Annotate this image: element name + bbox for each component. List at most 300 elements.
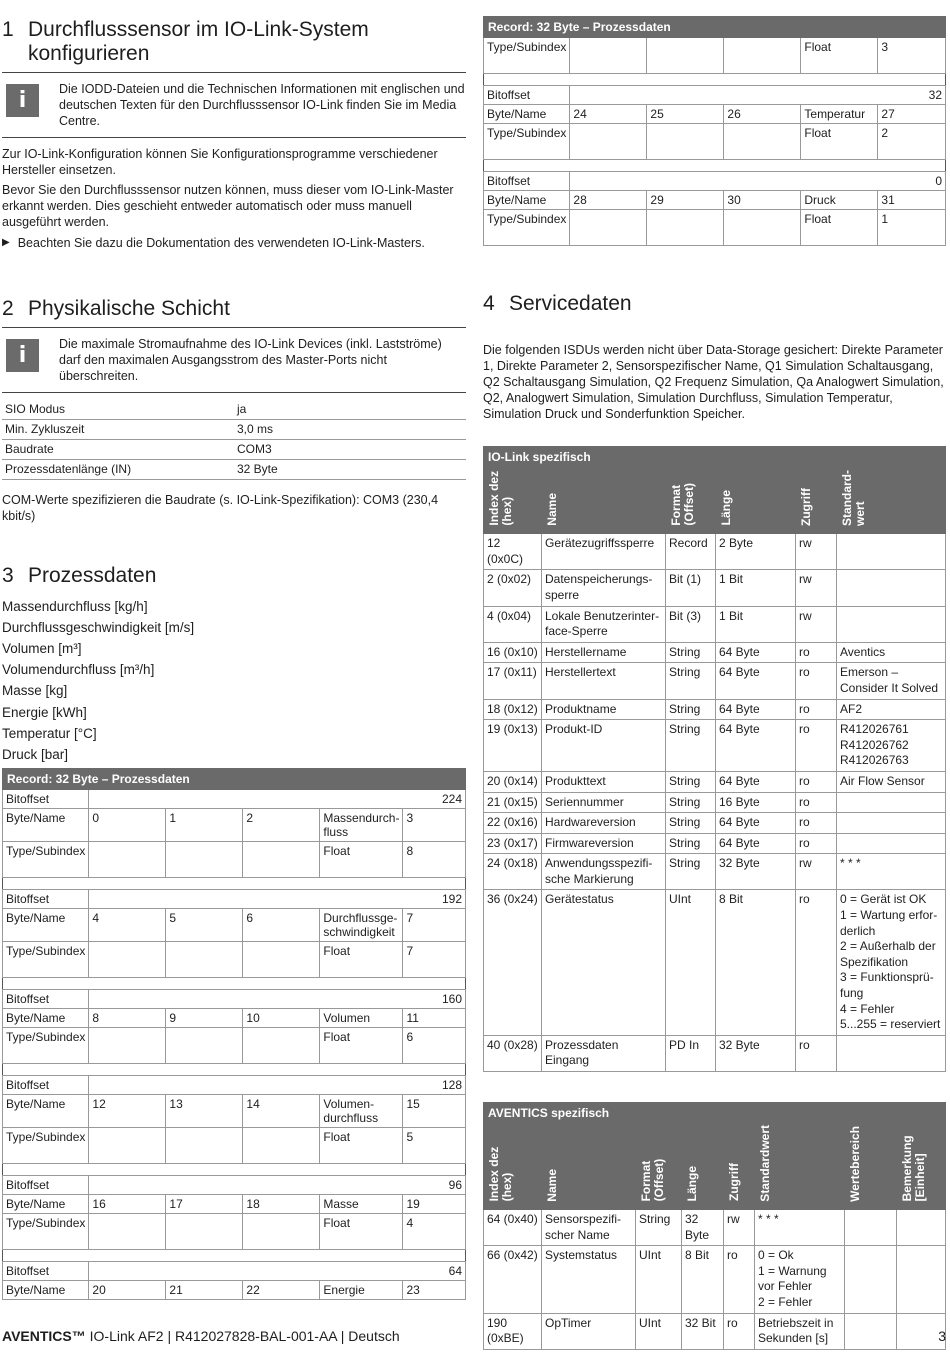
byte-cell: 9 <box>166 1009 243 1028</box>
table-cell: ro <box>796 833 837 854</box>
table-cell: String <box>666 720 716 772</box>
table-cell: R412026761 R412026762 R412026763 <box>837 720 946 772</box>
byte-cell: 4 <box>89 909 166 942</box>
table-cell: Produkttext <box>542 771 666 792</box>
spacer-row <box>3 978 466 990</box>
type-value: Float <box>801 210 878 246</box>
spacer-row <box>484 160 946 172</box>
column-header-row <box>484 1125 946 1209</box>
subindex-value: 7 <box>403 942 466 978</box>
table-cell: 32 Byte <box>716 1035 796 1071</box>
byte-row <box>3 1095 466 1128</box>
subindex-value: 6 <box>403 1028 466 1064</box>
table-cell: * * * <box>837 854 946 890</box>
table-row <box>484 1246 946 1313</box>
list-item: Volumen [m³] <box>2 640 82 656</box>
byte-row <box>484 105 946 124</box>
table-cell: String <box>666 833 716 854</box>
bitoffset-label: Bitoffset <box>3 990 89 1009</box>
table-cell: 2 Byte <box>716 534 796 570</box>
section-2-heading <box>2 297 466 328</box>
section-title: Prozessdaten <box>28 563 157 587</box>
byte-cell: 6 <box>243 909 320 942</box>
table-cell: ro <box>796 771 837 792</box>
byte-cell: 26 <box>724 105 801 124</box>
type-label: Type/Subindex <box>484 210 570 246</box>
table-cell <box>837 1035 946 1071</box>
bitoffset-row <box>3 1076 466 1095</box>
table-cell <box>897 1246 946 1313</box>
table-cell: 18 (0x12) <box>484 699 542 720</box>
table-cell <box>837 833 946 854</box>
kv-row <box>2 439 466 459</box>
record-table-right <box>483 16 946 246</box>
table-cell: PD In <box>666 1035 716 1071</box>
empty-cell <box>89 1128 166 1164</box>
type-row <box>484 210 946 246</box>
spacer-cell <box>484 160 946 172</box>
table-cell: ro <box>796 1035 837 1071</box>
table-cell: 64 Byte <box>716 720 796 772</box>
table-cell: 24 (0x18) <box>484 854 542 890</box>
byte-cell: Durchflussgeschwindigkeit <box>320 909 403 942</box>
empty-cell <box>166 1128 243 1164</box>
type-label: Type/Subindex <box>3 1128 89 1164</box>
table-cell: ro <box>796 699 837 720</box>
section-number: 1 <box>2 18 14 41</box>
column-header-cell <box>542 1125 636 1209</box>
bitoffset-value: 0 <box>570 172 946 191</box>
paragraph: COM-Werte spezifizieren die Baudrate (s. IO-Link-Spezifikation): COM3 (230,4 kbit/s) <box>2 492 439 523</box>
table-cell: UInt <box>636 1246 682 1313</box>
info-icon: i <box>6 339 39 372</box>
spacer-cell <box>3 1064 466 1076</box>
byte-cell: 18 <box>243 1195 320 1214</box>
spacer-cell <box>484 74 946 86</box>
subindex-value: 5 <box>403 1128 466 1164</box>
table-cell: Herstellername <box>542 642 666 663</box>
table-row <box>484 663 946 699</box>
byte-label: Byte/Name <box>3 1009 89 1028</box>
spacer-row <box>3 878 466 890</box>
table-cell: 0 = Gerät ist OK 1 = Wartung erforderlich 2 = Außerhalb der Spezifikation 3 = Funktionsprüfung 4 = Fehler 5...255 = reserviert <box>837 890 946 1035</box>
empty-cell <box>647 210 724 246</box>
byte-cell: 24 <box>570 105 647 124</box>
table-cell: Air Flow Sensor <box>837 771 946 792</box>
empty-cell <box>243 1214 320 1250</box>
byte-cell: 13 <box>166 1095 243 1128</box>
column-header-cell <box>636 1125 682 1209</box>
empty-cell <box>166 1028 243 1064</box>
table-cell: ro <box>724 1313 755 1349</box>
section-title: Servicedaten <box>509 292 632 315</box>
table-row <box>484 890 946 1035</box>
table-cell: 190 (0xBE) <box>484 1313 542 1349</box>
column-header-cell <box>484 1125 542 1209</box>
column-header-cell <box>755 1125 845 1209</box>
table-cell: rw <box>796 534 837 570</box>
section-title: Physikalische Schicht <box>28 297 230 320</box>
bitoffset-row <box>3 790 466 809</box>
table-cell: 64 Byte <box>716 663 796 699</box>
section-3-heading <box>2 564 466 588</box>
table-cell: OpTimer <box>542 1313 636 1349</box>
bitoffset-row <box>484 86 946 105</box>
kv-key: Min. Zykluszeit <box>2 419 234 439</box>
byte-row <box>3 809 466 842</box>
byte-cell: 5 <box>166 909 243 942</box>
bitoffset-label: Bitoffset <box>3 890 89 909</box>
page-footer <box>2 1328 946 1344</box>
triangle-bullet-icon: ▶ <box>2 237 10 248</box>
table-row <box>484 570 946 606</box>
byte-label: Byte/Name <box>3 1095 89 1128</box>
table-cell <box>837 813 946 834</box>
table-cell: 64 (0x40) <box>484 1210 542 1246</box>
column-header-cell <box>837 469 946 534</box>
table-row <box>484 833 946 854</box>
bitoffset-label: Bitoffset <box>3 1076 89 1095</box>
table-cell <box>897 1210 946 1246</box>
type-row <box>484 124 946 160</box>
kv-key: SIO Modus <box>2 399 234 419</box>
table-row <box>484 792 946 813</box>
table-cell: Bit (3) <box>666 606 716 642</box>
table-cell: 64 Byte <box>716 833 796 854</box>
paragraph: Die folgenden ISDUs werden nicht über Data-Storage gesichert: Direkte Parameter 1, Direkte Parameter 2, Sensorspezifischer Name, Q1 Simulation Schaltausgang, Q2 Schaltausgang Simulation, Q2 Frequenz Simulation, Qa Analogwert Simulation, Q2, Analogwert Simulation, Simulation Durchfluss, Simulation Temperatur, Simulation Druck und Sonderfunktion Speicher. <box>483 343 944 421</box>
table-cell: 32 Bit <box>682 1313 724 1349</box>
column-header: Standardwert <box>758 1124 772 1202</box>
byte-cell: 3 <box>403 809 466 842</box>
table-cell: 12 (0x0C) <box>484 534 542 570</box>
kv-key: Baudrate <box>2 439 234 459</box>
table-cell: 4 (0x04) <box>484 606 542 642</box>
bitoffset-label: Bitoffset <box>3 1176 89 1195</box>
table-cell: 64 Byte <box>716 642 796 663</box>
empty-cell <box>89 842 166 878</box>
subindex-value: 1 <box>878 210 946 246</box>
table-cell: Seriennummer <box>542 792 666 813</box>
spacer-row <box>3 1164 466 1176</box>
table-cell: 64 Byte <box>716 813 796 834</box>
bitoffset-row <box>3 1262 466 1281</box>
empty-cell <box>243 842 320 878</box>
byte-cell: 11 <box>403 1009 466 1028</box>
footer-brand: AVENTICS™ <box>2 1328 86 1344</box>
type-label: Type/Subindex <box>3 1214 89 1250</box>
record-title: Record: 32 Byte – Prozessdaten <box>3 769 466 790</box>
spacer-row <box>484 74 946 86</box>
instruction-bullet <box>2 235 466 251</box>
bitoffset-row <box>3 1176 466 1195</box>
table-cell: Prozessdaten Eingang <box>542 1035 666 1071</box>
column-header-cell <box>796 469 837 534</box>
table-cell: 21 (0x15) <box>484 792 542 813</box>
table-cell: Herstellertext <box>542 663 666 699</box>
empty-cell <box>724 38 801 74</box>
type-value: Float <box>320 1214 403 1250</box>
table-cell: Bit (1) <box>666 570 716 606</box>
aventics-isdu-table <box>483 1102 946 1350</box>
bitoffset-value: 128 <box>89 1076 466 1095</box>
byte-row <box>3 1281 466 1300</box>
type-row <box>3 1214 466 1250</box>
table-cell: UInt <box>636 1313 682 1349</box>
table-cell: Firmwareversion <box>542 833 666 854</box>
byte-cell: 1 <box>166 809 243 842</box>
type-label: Type/Subindex <box>484 124 570 160</box>
byte-label: Byte/Name <box>3 1281 89 1300</box>
table-cell <box>837 792 946 813</box>
table-cell: 19 (0x13) <box>484 720 542 772</box>
empty-cell <box>243 942 320 978</box>
process-data-list <box>2 596 466 766</box>
list-item: Druck [bar] <box>2 746 69 762</box>
empty-cell <box>570 38 647 74</box>
table-cell: 32 Byte <box>682 1210 724 1246</box>
type-value: Float <box>320 1128 403 1164</box>
type-value: Float <box>320 1028 403 1064</box>
table-row <box>484 1035 946 1071</box>
byte-cell: Energie <box>320 1281 403 1300</box>
page-number: 3 <box>938 1328 946 1344</box>
type-value: Float <box>801 38 878 74</box>
table-cell: Lokale Benutzerinterface-Sperre <box>542 606 666 642</box>
table-cell: * * * <box>755 1210 845 1246</box>
section-1-heading <box>2 18 466 73</box>
table-cell: String <box>666 813 716 834</box>
type-row <box>3 1028 466 1064</box>
table-cell: Produkt-ID <box>542 720 666 772</box>
empty-cell <box>724 210 801 246</box>
type-value: Float <box>801 124 878 160</box>
bitoffset-value: 224 <box>89 790 466 809</box>
byte-cell: 14 <box>243 1095 320 1128</box>
table-cell: Emerson – Consider It Solved <box>837 663 946 699</box>
table-cell: 17 (0x11) <box>484 663 542 699</box>
table-cell: ro <box>796 792 837 813</box>
bitoffset-label: Bitoffset <box>3 1262 89 1281</box>
type-row <box>484 38 946 74</box>
bitoffset-row <box>3 890 466 909</box>
byte-cell: Volumen <box>320 1009 403 1028</box>
column-header: Bemerkung [Einheit] <box>900 1135 927 1202</box>
kv-row <box>2 399 466 419</box>
byte-row <box>3 1009 466 1028</box>
info-note-text: Die maximale Stromaufnahme des IO-Link Devices (inkl. Lastströme) darf den maximalen Ausgangsstrom des Master-Ports nicht überschreiten. <box>59 337 442 383</box>
empty-cell <box>89 942 166 978</box>
table-cell: rw <box>796 854 837 890</box>
table-cell: Systemstatus <box>542 1246 636 1313</box>
byte-cell: 19 <box>403 1195 466 1214</box>
empty-cell <box>166 942 243 978</box>
type-value: Float <box>320 942 403 978</box>
byte-label: Byte/Name <box>484 191 570 210</box>
table-cell: rw <box>796 606 837 642</box>
bitoffset-value: 64 <box>89 1262 466 1281</box>
table-row <box>484 771 946 792</box>
table-cell: 8 Bit <box>716 890 796 1035</box>
table-title: IO-Link spezifisch <box>484 447 946 470</box>
table-title: AVENTICS spezifisch <box>484 1103 946 1126</box>
kv-value: 3,0 ms <box>234 419 466 439</box>
table-cell <box>837 534 946 570</box>
table-cell: Datenspeicherungssperre <box>542 570 666 606</box>
bitoffset-value: 160 <box>89 990 466 1009</box>
table-cell: String <box>636 1210 682 1246</box>
table-cell: 0 = Ok 1 = Warnung vor Fehler 2 = Fehler <box>755 1246 845 1313</box>
bitoffset-label: Bitoffset <box>484 86 570 105</box>
info-note <box>2 328 466 393</box>
list-item: Temperatur [°C] <box>2 725 97 741</box>
paragraph: Zur IO-Link-Konfiguration können Sie Konfigurationsprogramme verschiedener Hersteller einsetzen. <box>2 147 438 177</box>
list-item: Masse [kg] <box>2 683 68 699</box>
table-cell: 8 Bit <box>682 1246 724 1313</box>
column-header: Länge <box>685 1166 699 1202</box>
empty-cell <box>647 38 724 74</box>
byte-row <box>484 191 946 210</box>
empty-cell <box>243 1028 320 1064</box>
instruction-text: Beachten Sie dazu die Dokumentation des verwendeten IO-Link-Masters. <box>17 236 425 250</box>
table-title-row <box>484 1103 946 1126</box>
table-cell: ro <box>724 1246 755 1313</box>
list-item: Volumendurchfluss [m³/h] <box>2 662 155 678</box>
type-label: Type/Subindex <box>3 1028 89 1064</box>
table-cell: ro <box>796 663 837 699</box>
spacer-cell <box>3 1250 466 1262</box>
byte-row <box>3 909 466 942</box>
byte-cell: Temperatur <box>801 105 878 124</box>
type-label: Type/Subindex <box>484 38 570 74</box>
byte-cell: 22 <box>243 1281 320 1300</box>
column-header-cell <box>484 469 542 534</box>
kv-value: COM3 <box>234 439 466 459</box>
kv-value: 32 Byte <box>234 459 466 479</box>
table-cell: 1 Bit <box>716 606 796 642</box>
type-row <box>3 1128 466 1164</box>
kv-key: Prozessdatenlänge (IN) <box>2 459 234 479</box>
table-cell: rw <box>796 570 837 606</box>
table-cell: Gerätestatus <box>542 890 666 1035</box>
list-item: Durchflussgeschwindigkeit [m/s] <box>2 619 195 635</box>
column-header: Standardwert <box>840 469 867 526</box>
subindex-value: 3 <box>878 38 946 74</box>
table-cell: Betriebszeit in Sekunden [s] <box>755 1313 845 1349</box>
table-cell: 66 (0x42) <box>484 1246 542 1313</box>
column-header-cell <box>542 469 666 534</box>
list-item: Energie [kWh] <box>2 704 87 720</box>
type-label: Type/Subindex <box>3 942 89 978</box>
bitoffset-label: Bitoffset <box>484 172 570 191</box>
bitoffset-value: 192 <box>89 890 466 909</box>
info-note-text: Die IODD-Dateien und die Technischen Informationen mit englischen und deutschen Texten für den Durchflusssensor IO-Link finden Sie im Media Centre. <box>59 82 465 128</box>
table-cell: Anwendungsspezifische Markierung <box>542 854 666 890</box>
spacer-cell <box>3 878 466 890</box>
column-header: Index dez (hex) <box>487 470 514 526</box>
bitoffset-value: 32 <box>570 86 946 105</box>
section-4-heading <box>483 292 946 322</box>
column-header: Format (Offset) <box>669 482 696 526</box>
byte-cell: 25 <box>647 105 724 124</box>
table-row <box>484 642 946 663</box>
empty-cell <box>647 124 724 160</box>
column-header-cell <box>897 1125 946 1209</box>
section-number: 2 <box>2 297 14 320</box>
table-row <box>484 720 946 772</box>
table-cell: AF2 <box>837 699 946 720</box>
byte-cell: 7 <box>403 909 466 942</box>
table-cell: String <box>666 642 716 663</box>
table-row <box>484 699 946 720</box>
table-cell: 16 Byte <box>716 792 796 813</box>
empty-cell <box>243 1128 320 1164</box>
byte-cell: 2 <box>243 809 320 842</box>
table-cell: String <box>666 663 716 699</box>
column-header: Länge <box>719 490 733 526</box>
table-cell: String <box>666 699 716 720</box>
column-header-cell <box>666 469 716 534</box>
column-header: Name <box>545 1168 559 1202</box>
table-cell: Hardwareversion <box>542 813 666 834</box>
table-cell: String <box>666 771 716 792</box>
byte-cell: 27 <box>878 105 946 124</box>
byte-cell: 31 <box>878 191 946 210</box>
table-cell: rw <box>724 1210 755 1246</box>
column-header-cell <box>682 1125 724 1209</box>
byte-cell: 20 <box>89 1281 166 1300</box>
table-row <box>484 1210 946 1246</box>
column-header: Index dez (hex) <box>487 1146 514 1202</box>
iolink-isdu-table <box>483 446 946 1072</box>
table-cell: 16 (0x10) <box>484 642 542 663</box>
table-cell: 64 Byte <box>716 771 796 792</box>
column-header: Zugriff <box>799 487 813 526</box>
kv-value: ja <box>234 399 466 419</box>
bitoffset-row <box>3 990 466 1009</box>
byte-row <box>3 1195 466 1214</box>
type-value: Float <box>320 842 403 878</box>
table-cell: ro <box>796 642 837 663</box>
byte-cell: 10 <box>243 1009 320 1028</box>
right-column <box>483 0 946 1350</box>
info-icon: i <box>6 84 39 117</box>
table-cell: Aventics <box>837 642 946 663</box>
column-header-row <box>484 469 946 534</box>
byte-cell: Druck <box>801 191 878 210</box>
footer-doc-info <box>2 1328 400 1344</box>
table-cell: String <box>666 854 716 890</box>
table-cell: Sensorspezifischer Name <box>542 1210 636 1246</box>
table-cell: 1 Bit <box>716 570 796 606</box>
table-cell: 2 (0x02) <box>484 570 542 606</box>
column-header-cell <box>716 469 796 534</box>
byte-cell: 0 <box>89 809 166 842</box>
table-title-row <box>484 447 946 470</box>
type-label: Type/Subindex <box>3 842 89 878</box>
bitoffset-label: Bitoffset <box>3 790 89 809</box>
spacer-row <box>3 1250 466 1262</box>
byte-cell: Volumendurchfluss <box>320 1095 403 1128</box>
table-row <box>484 534 946 570</box>
byte-cell: 16 <box>89 1195 166 1214</box>
table-cell: String <box>666 792 716 813</box>
byte-cell: 30 <box>724 191 801 210</box>
table-cell: 36 (0x24) <box>484 890 542 1035</box>
table-cell: Produktname <box>542 699 666 720</box>
record-title-row <box>484 17 946 38</box>
bitoffset-value: 96 <box>89 1176 466 1195</box>
byte-label: Byte/Name <box>484 105 570 124</box>
